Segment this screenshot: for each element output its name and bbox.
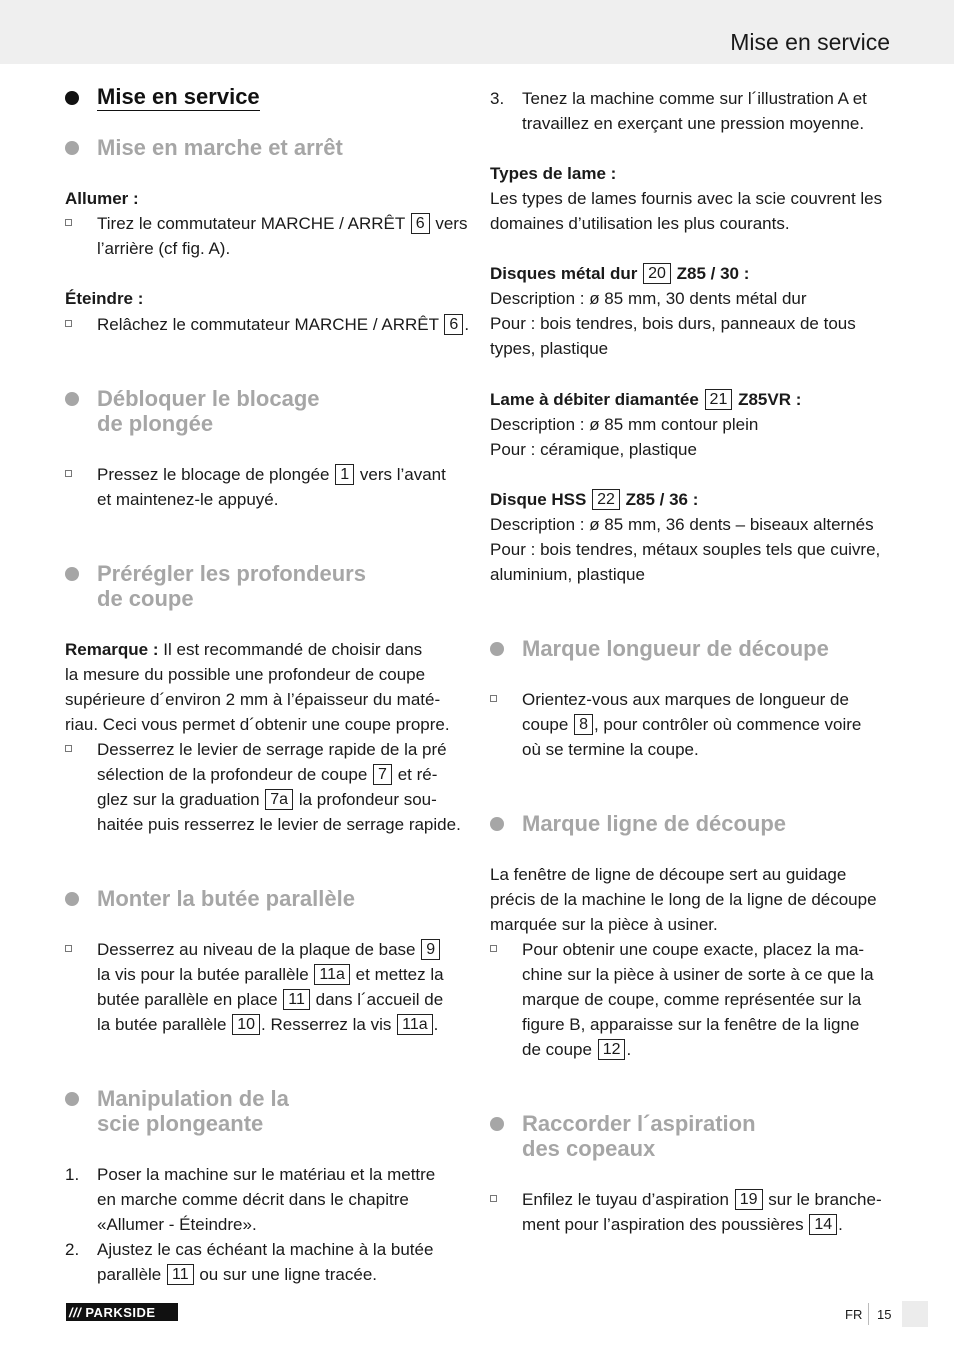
- square-bullet-icon: [65, 320, 72, 327]
- text: Pour : céramique, plastique: [490, 440, 697, 459]
- text: Tirez le commutateur MARCHE / ARRÊT: [97, 214, 405, 233]
- text: Description : ø 85 mm, 30 dents métal dur: [490, 289, 807, 308]
- text: en marche comme décrit dans le chapitre: [97, 1190, 409, 1209]
- ref-number: 7: [373, 764, 392, 785]
- text: supérieure d´environ 2 mm à l’épaisseur du maté-: [65, 690, 441, 709]
- blade-block: [490, 387, 890, 462]
- text: Pour obtenir une coupe exacte, placez la ma-: [522, 940, 865, 959]
- heading-bullet-icon: [65, 892, 79, 906]
- ref-number: 21: [705, 389, 733, 410]
- blade-block: [490, 487, 890, 587]
- text: domaines d’utilisation les plus courants.: [490, 214, 790, 233]
- allumer-label: Allumer :: [65, 189, 139, 208]
- text: Pour : bois tendres, bois durs, panneaux de tous: [490, 314, 856, 333]
- text: où se termine la coupe.: [522, 740, 699, 759]
- heading-bullet-icon: [65, 141, 79, 155]
- text: dans l´accueil de: [315, 990, 444, 1009]
- blade-label: Lame à débiter diamantée: [490, 390, 699, 409]
- text: Orientez-vous aux marques de longueur de: [522, 690, 849, 709]
- list-number: 3.: [490, 89, 505, 108]
- text: ou sur une ligne tracée.: [199, 1265, 378, 1284]
- text: marque de coupe, comme représentée sur la: [522, 990, 862, 1009]
- section-heading-text: Manipulation de la: [97, 1086, 289, 1111]
- list-number: 2.: [65, 1240, 80, 1259]
- text: vers l’avant: [359, 465, 446, 484]
- language-code: FR: [845, 1307, 863, 1322]
- text: et maintenez-le appuyé.: [97, 490, 279, 509]
- text: Poser la machine sur le matériau et la mettre: [97, 1165, 436, 1184]
- heading-bullet-icon: [65, 91, 79, 105]
- square-bullet-icon: [65, 945, 72, 952]
- ref-number: 12: [598, 1039, 626, 1060]
- blade-model: Z85 / 36 :: [625, 490, 699, 509]
- ref-number: 14: [809, 1214, 837, 1235]
- ref-number: 11a: [314, 964, 350, 985]
- heading-bullet-icon: [65, 1092, 79, 1106]
- ref-number: 22: [592, 489, 620, 510]
- text: travaillez en exerçant une pression moyenne.: [522, 114, 865, 133]
- text: Pressez le blocage de plongée: [97, 465, 330, 484]
- text: Tenez la machine comme sur l´illustration A et: [522, 89, 867, 108]
- text: glez sur la graduation: [97, 790, 260, 809]
- blade-label: Disques métal dur: [490, 264, 638, 283]
- text: Les types de lames fournis avec la scie couvrent les: [490, 189, 883, 208]
- heading-bullet-icon: [65, 392, 79, 406]
- text: riau. Ceci vous permet d´obtenir une coupe propre.: [65, 715, 450, 734]
- text: Relâchez le commutateur MARCHE / ARRÊT: [97, 315, 439, 334]
- text: Il est recommandé de choisir dans: [163, 640, 423, 659]
- heading-bullet-icon: [490, 642, 504, 656]
- list-number: 1.: [65, 1165, 80, 1184]
- heading-bullet-icon: [65, 567, 79, 581]
- logo-stripes-icon: ///: [69, 1304, 82, 1320]
- ref-number: 9: [421, 939, 440, 960]
- heading-bullet-icon: [490, 1117, 504, 1131]
- footer-divider: [868, 1303, 869, 1325]
- main-heading-text: Mise en service: [97, 84, 260, 109]
- text: et ré-: [397, 765, 438, 784]
- text: . Resserrez la vis: [261, 1015, 392, 1034]
- text: .: [626, 1040, 632, 1059]
- ref-number: 6: [444, 314, 463, 335]
- square-bullet-icon: [65, 745, 72, 752]
- text: aluminium, plastique: [490, 565, 645, 584]
- square-bullet-icon: [65, 470, 72, 477]
- section-heading-text: des copeaux: [522, 1136, 656, 1161]
- section-heading-text: Marque ligne de découpe: [522, 811, 787, 836]
- section-heading-text: scie plongeante: [97, 1111, 264, 1136]
- header-bar: [0, 0, 954, 64]
- ref-number: 11a: [397, 1014, 433, 1035]
- text: coupe: [522, 715, 569, 734]
- remarque-label: Remarque :: [65, 640, 159, 659]
- text: .: [838, 1215, 843, 1234]
- blade-model: Z85 / 30 :: [676, 264, 750, 283]
- square-bullet-icon: [65, 219, 72, 226]
- section-heading-text: Raccorder l´aspiration: [522, 1111, 756, 1136]
- text: parallèle: [97, 1265, 162, 1284]
- square-bullet-icon: [490, 1195, 497, 1202]
- section-heading-text: Prérégler les profondeurs: [97, 561, 366, 586]
- text: Description : ø 85 mm, 36 dents – biseaux alternés: [490, 515, 874, 534]
- section-heading-text: Marque longueur de découpe: [522, 636, 829, 661]
- heading-bullet-icon: [490, 817, 504, 831]
- section-heading-text: de coupe: [97, 586, 194, 611]
- blade-model: Z85VR :: [738, 390, 802, 409]
- text: figure B, apparaisse sur la fenêtre de la ligne: [522, 1015, 860, 1034]
- paragraph: [490, 862, 890, 937]
- section-heading-text: Mise en marche et arrêt: [97, 135, 343, 160]
- section-heading-text: Débloquer le blocage: [97, 386, 320, 411]
- eteindre-label: Éteindre :: [65, 289, 144, 308]
- blade-label: Disque HSS: [490, 490, 587, 509]
- text: marquée sur la pièce à usiner.: [490, 915, 718, 934]
- text: la profondeur sou-: [298, 790, 437, 809]
- parkside-logo: [66, 1303, 178, 1321]
- page-header-title: Mise en service: [730, 29, 890, 55]
- blade-block: [490, 261, 890, 361]
- text: La fenêtre de ligne de découpe sert au guidage: [490, 865, 847, 884]
- text: haitée puis resserrez le levier de serrage rapide.: [97, 815, 461, 834]
- text: .: [433, 1015, 439, 1034]
- ref-number: 11: [167, 1264, 194, 1285]
- text: Desserrez au niveau de la plaque de base: [97, 940, 416, 959]
- text: sélection de la profondeur de coupe: [97, 765, 368, 784]
- text: Enfilez le tuyau d’aspiration: [522, 1190, 729, 1209]
- text: la vis pour la butée parallèle: [97, 965, 309, 984]
- square-bullet-icon: [490, 945, 497, 952]
- text: , pour contrôler où commence voire: [593, 715, 862, 734]
- ref-number: 11: [283, 989, 310, 1010]
- text: Ajustez le cas échéant la machine à la butée: [97, 1240, 434, 1259]
- text: types, plastique: [490, 339, 609, 358]
- text: Pour : bois tendres, métaux souples tels que cuivre,: [490, 540, 881, 559]
- ref-number: 8: [574, 714, 593, 735]
- text: vers: [435, 214, 468, 233]
- main-heading: [65, 84, 465, 114]
- ref-number: 6: [411, 213, 430, 234]
- footer-tab: [902, 1301, 928, 1327]
- brand-name: PARKSIDE: [85, 1304, 156, 1320]
- text: et mettez la: [355, 965, 444, 984]
- ref-number: 10: [232, 1014, 260, 1035]
- text: ment pour l’aspiration des poussières: [522, 1215, 804, 1234]
- text: sur le branche-: [768, 1190, 882, 1209]
- remarque-paragraph: [65, 637, 465, 737]
- text: .: [464, 315, 470, 334]
- ref-number: 7a: [265, 789, 293, 810]
- page-number: 15: [877, 1307, 892, 1322]
- text: la mesure du possible une profondeur de coupe: [65, 665, 426, 684]
- section-heading-text: Monter la butée parallèle: [97, 886, 355, 911]
- types-label: Types de lame :: [490, 164, 617, 183]
- section-heading-text: de plongée: [97, 411, 214, 436]
- text: Description : ø 85 mm contour plein: [490, 415, 759, 434]
- text: la butée parallèle: [97, 1015, 227, 1034]
- text: «Allumer - Éteindre».: [97, 1215, 257, 1234]
- text: l’arrière (cf fig. A).: [97, 239, 231, 258]
- text: précis de la machine le long de la ligne de découpe: [490, 890, 877, 909]
- text: de coupe: [522, 1040, 592, 1059]
- text: Desserrez le levier de serrage rapide de la pré: [97, 740, 447, 759]
- text: butée parallèle en place: [97, 990, 278, 1009]
- text: chine sur la pièce à usiner de sorte à ce que la: [522, 965, 874, 984]
- square-bullet-icon: [490, 695, 497, 702]
- ref-number: 19: [735, 1189, 763, 1210]
- ref-number: 1: [335, 464, 354, 485]
- types-block: [490, 161, 890, 236]
- ref-number: 20: [643, 263, 671, 284]
